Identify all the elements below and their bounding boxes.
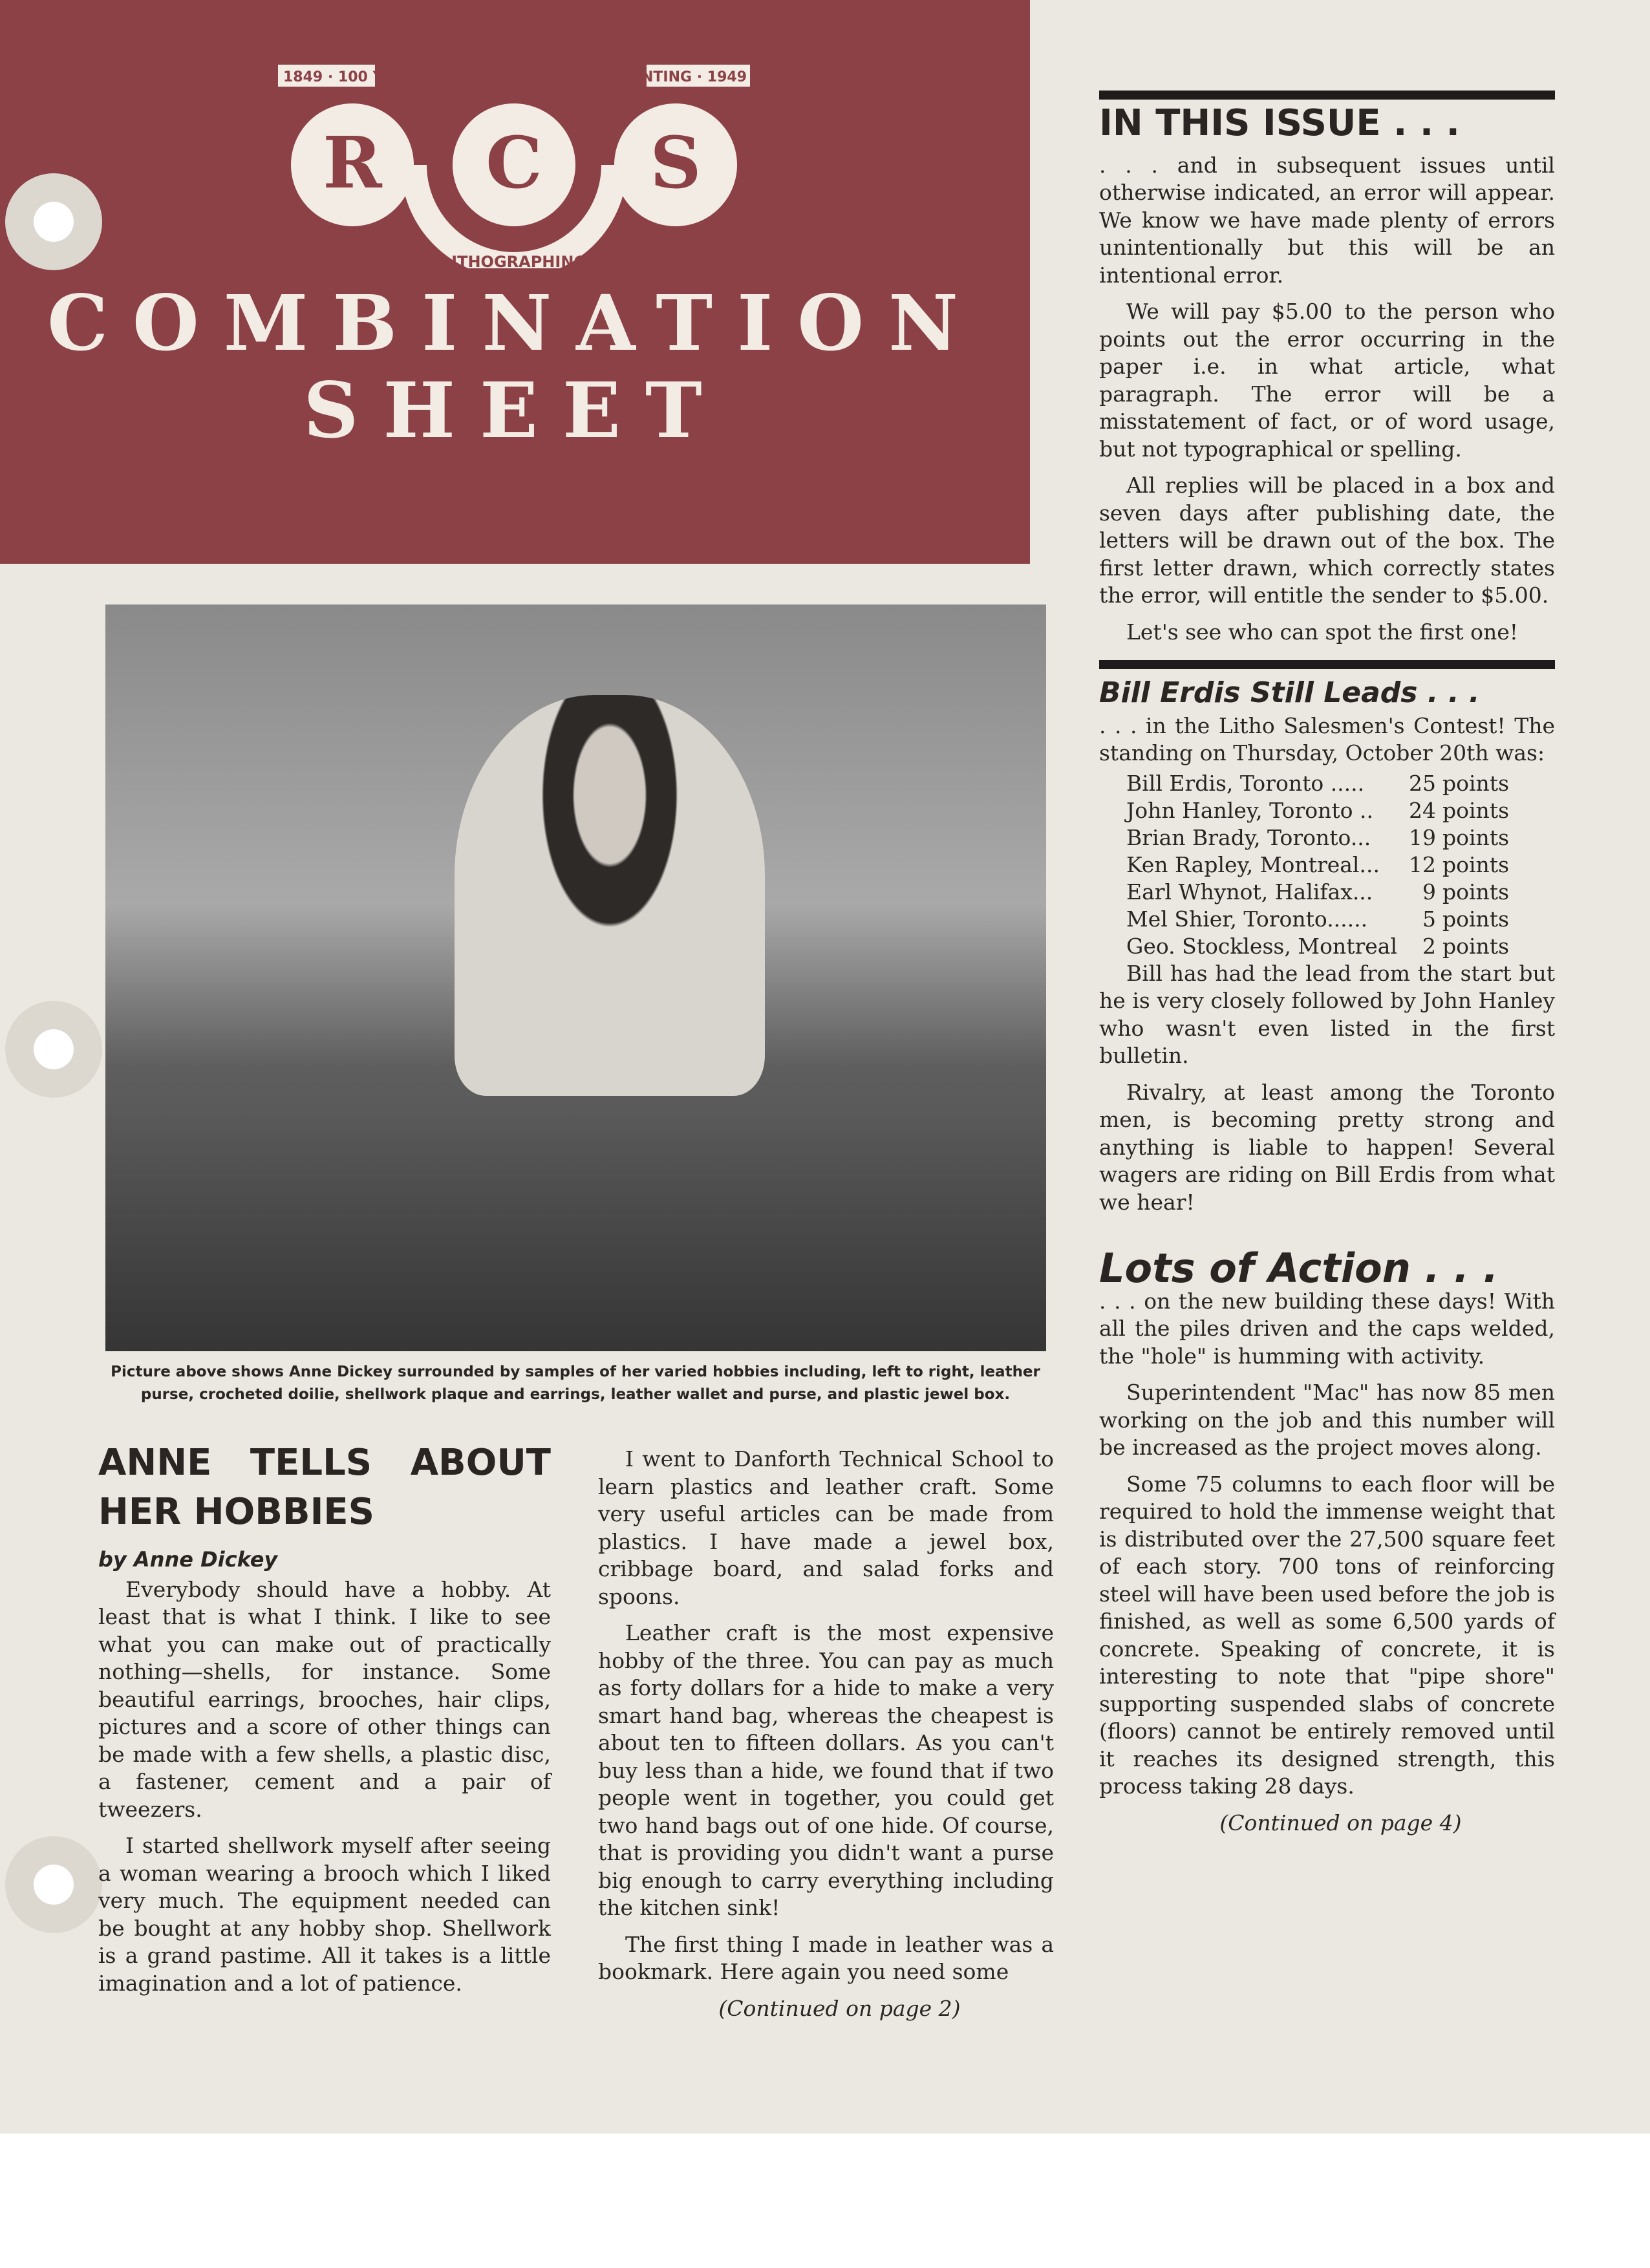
- standing-unit: points: [1442, 851, 1510, 877]
- paragraph: The first thing I made in leather was a bookmark. Here again you need some: [598, 1931, 1054, 1984]
- paragraph: All replies will be placed in a box and seven days after publishing date, the letters will be drawn out of the box. The first letter drawn, which correctly states the error, will entitle the sender to $5.00.: [1099, 473, 1555, 608]
- paragraph: . . . on the new building these days! With all the piles driven and the caps welded, the "hole" is humming with activity.: [1099, 1288, 1555, 1369]
- punch-hole: [5, 173, 102, 270]
- divider: [1099, 91, 1555, 100]
- standing-points: 5: [1422, 906, 1437, 932]
- standings-table: [1126, 770, 1509, 960]
- standing-name: Ken Rapley, Montreal...: [1126, 851, 1380, 877]
- standing-points: 9: [1422, 879, 1437, 904]
- contest-heading: Bill Erdis Still Leads . . .: [1099, 676, 1480, 709]
- logo-letter-s: S: [650, 121, 702, 204]
- paragraph: . . . in the Litho Salesmen's Contest! The standing on Thursday, October 20th was:: [1099, 712, 1555, 765]
- continued-note: (Continued on page 2): [718, 1995, 961, 2021]
- standing-points: 19: [1409, 824, 1437, 850]
- standing-row: [1126, 851, 1509, 879]
- standing-name: Bill Erdis, Toronto .....: [1126, 770, 1365, 796]
- logo-ring-left: 1849 · 100 YEARS OF: [283, 69, 452, 85]
- paragraph: Let's see who can spot the first one!: [1126, 619, 1519, 645]
- standing-name: Brian Brady, Toronto...: [1126, 824, 1371, 850]
- in-this-issue-heading: IN THIS ISSUE . . .: [1099, 102, 1460, 144]
- masthead: [0, 0, 1030, 564]
- standing-row: [1126, 879, 1509, 906]
- paragraph: Some 75 columns to each floor will be required to hold the immense weight that is distributed over the 27,500 square feet of each story. 700 tons of reinforcing steel will have been used before the job is finished, as well as some 6,500 yards of concrete. Speaking of concrete, it is interesting to note that "pipe shore" supporting suspended slabs of concrete (floors) cannot be entirely removed until it reaches its designed strength, this process taking 28 days.: [1099, 1471, 1555, 1799]
- masthead-title-line1: COMBINATION: [47, 278, 983, 368]
- right-column: [1099, 91, 1555, 1846]
- paragraph: Everybody should have a hobby. At least that is what I think. I like to see what you can make out of practically nothing—shells, for instance. Some beautiful earrings, brooches, hair clips, pictures and a score of other things can be made with a few shells, a plastic disc, a fastener, cement and a pair of tweezers.: [98, 1576, 551, 1822]
- article-heading: ANNE TELLS ABOUT HER HOBBIES: [98, 1442, 551, 1533]
- paragraph: I went to Danforth Technical School to learn plastics and leather craft. Some very useful articles can be made from plastics. I have made a jewel box, cribbage board, and salad forks and spoons.: [598, 1446, 1054, 1609]
- photo-anne-dickey: [105, 604, 1046, 1351]
- paragraph: . . . and in subsequent issues until otherwise indicated, an error will appear. We know we have made plenty of errors unintentionally but this will be an intentional error.: [1099, 152, 1555, 288]
- standing-points: 2: [1422, 933, 1437, 959]
- divider: [1099, 660, 1555, 669]
- standing-unit: points: [1442, 797, 1510, 823]
- article-column-2: [598, 1446, 1054, 2031]
- continued-note: (Continued on page 4): [1219, 1810, 1462, 1835]
- standing-unit: points: [1442, 933, 1510, 959]
- standing-unit: points: [1442, 824, 1510, 850]
- paragraph: We will pay $5.00 to the person who points out the error occurring in the paper i.e. in what article, what paragraph. The error will be a misstatement of fact, or of word usage, but not typographical or spelling.: [1099, 299, 1555, 462]
- byline: by Anne Dickey: [98, 1547, 278, 1572]
- photo-woman: [455, 695, 765, 1096]
- paragraph: Rivalry, at least among the Toronto men, is becoming pretty strong and anything is liable to happen! Several wagers are riding on Bill Erdis from what we hear!: [1099, 1079, 1555, 1215]
- standing-name: Earl Whynot, Halifax...: [1126, 879, 1373, 904]
- standing-unit: points: [1442, 770, 1510, 796]
- logo-ring-mid: LITHOGRAPHING: [441, 253, 587, 268]
- action-heading: Lots of Action . . .: [1099, 1245, 1499, 1292]
- logo-letter-c: C: [486, 121, 542, 204]
- standing-row: [1126, 797, 1509, 824]
- standing-name: Mel Shier, Toronto......: [1126, 906, 1368, 932]
- paragraph: Bill has had the lead from the start but he is very closely followed by John Hanley who wasn't even listed in the first bulletin.: [1099, 960, 1555, 1068]
- standing-points: 12: [1409, 851, 1437, 877]
- standing-row: [1126, 933, 1509, 960]
- standing-name: Geo. Stockless, Montreal: [1126, 933, 1398, 959]
- paragraph: Leather craft is the most expensive hobby of the three. You can pay as much as forty dollars for a hide to make a very smart hand bag, whereas the cheapest is about ten to fifteen dollars. As you can't buy less than a hide, we found that if two people went in together, you could get two hand bags out of one hide. Of course, that is providing you didn't want a purse big enough to carry everything including the kitchen sink!: [598, 1620, 1054, 1920]
- standing-row: [1126, 770, 1509, 797]
- standing-row: [1126, 824, 1509, 851]
- punch-hole: [5, 1001, 102, 1098]
- photo-table: [105, 1109, 1046, 1351]
- rcs-logo: [278, 61, 750, 268]
- standing-unit: points: [1442, 879, 1510, 904]
- punch-hole: [5, 1836, 102, 1933]
- paragraph: I started shellwork myself after seeing a woman wearing a brooch which I liked very much. The equipment needed can be bought at any hobby shop. Shellwork is a grand pastime. All it takes is a little imagination and a lot of patience.: [98, 1833, 551, 1996]
- standing-name: John Hanley, Toronto ..: [1126, 797, 1373, 823]
- paragraph: Superintendent "Mac" has now 85 men working on the job and this number will be increased as the project moves along.: [1099, 1380, 1555, 1460]
- standing-points: 25: [1409, 770, 1437, 796]
- standing-points: 24: [1409, 797, 1437, 823]
- standing-row: [1126, 906, 1509, 933]
- article-column-1: [98, 1439, 551, 2006]
- standing-unit: points: [1442, 906, 1510, 932]
- logo-letter-r: R: [323, 121, 382, 204]
- masthead-title-line2: SHEET: [303, 365, 727, 455]
- photo-caption: Picture above shows Anne Dickey surrounded by samples of her varied hobbies including, left to right, leather purse, crocheted doilie, shellwork plaque and earrings, leather wallet and purse, and plastic jewel box.: [111, 1364, 1040, 1403]
- logo-ring-right: AND PRINTING · 1949: [575, 69, 747, 85]
